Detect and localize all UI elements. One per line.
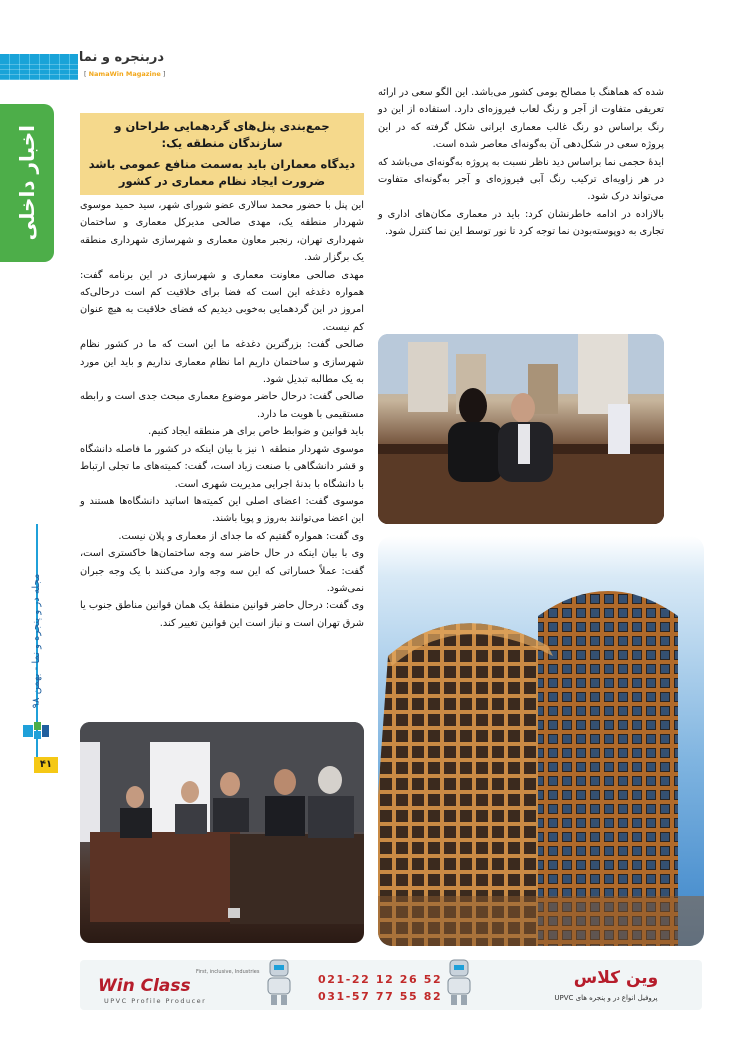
press-conference-photo <box>80 722 364 943</box>
logo-sub-bracket-open: [ <box>84 70 89 78</box>
headline-title: دیدگاه معماران باید به‌سمت منافع عمومی باشد ضرورت ایجاد نظام معماری در کشور <box>88 157 356 188</box>
logo-sub-bracket-close: ] <box>160 70 166 78</box>
article-paragraph: بالازاده در ادامه خاطرنشان کرد: باید در معماری مکان‌های اداری و تجاری به دوپوسته‌بودن نما توجه کرد تا نور توسط این نما کنترل شود. <box>378 208 664 238</box>
robot-mascot-icon <box>442 958 476 1006</box>
panel-speakers-illustration <box>378 334 664 524</box>
brand-tagline: First, inclusive, Industries <box>196 969 260 975</box>
page-number: ۴۱ <box>34 757 58 773</box>
magazine-logo-title: دربنجره و نما <box>78 50 164 65</box>
brick-facade-illustration <box>378 536 704 946</box>
brand-subtitle-persian: پروفیل انواع در و پنجره های UPVC <box>554 994 658 1002</box>
phone-number-isfahan: 031-57 77 55 82 <box>318 990 443 1003</box>
article-paragraph: این پنل با حضور محمد سالاری عضو شورای شهر، سید حمید موسوی شهردار منطقه یک، مهدی صالحی مدیرکل معماری و ساختمان شهرداری تهران، رنجبر معاون معماری و شهرسازی شهرداری منطقه یک برگزار شد. <box>80 200 364 264</box>
brand-name-persian: وین کلاس <box>573 968 659 988</box>
section-label-wrap <box>0 104 54 262</box>
magazine-issue-line: مجله در و پنجره و نما - بهمن ۹۸ <box>31 573 42 709</box>
brand-subtitle-english: UPVC Profile Producer <box>104 997 207 1005</box>
article-paragraph: موسوی گفت: اعضای اصلی این کمیته‌ها اساتید دانشگاه‌ها هستند و این اعضا می‌توانند به‌روز و پویا باشند. <box>80 495 364 525</box>
logo-sub-text: NamaWin Magazine <box>88 70 161 78</box>
phone-number-tehran: 021-22 12 26 52 <box>318 973 443 986</box>
window-icon <box>21 721 51 741</box>
article-paragraph: وی با بیان اینکه در حال حاضر سه وجه ساختمان‌ها خاکستری است، گفت: عملاً خساراتی که این سه وجه وارد می‌کنند با یک وجه جبران نمی‌شود. <box>80 548 364 594</box>
article-paragraph: موسوی شهردار منطقه ۱ نیز با بیان اینکه در کشور ما فاصله دانشگاه و قشر دانشگاهی با صنعت زیاد است، گفت: کمیته‌های ما تجلی ارتباط با دانشگاه با بدنهٔ اجرایی مدیریت شهری است. <box>80 443 365 490</box>
left-article-column <box>80 197 364 632</box>
press-conference-illustration <box>80 722 364 943</box>
article-paragraph: وی گفت: همواره گفتیم که ما جدای از معماری و پلان نیست. <box>118 530 364 542</box>
article-paragraph: صالحی گفت: بزرگترین دغدغه ما این است که ما در کشور نظام شهرسازی و ساختمان داریم اما نظام معماری نداریم و باید این مورد به یک مطالبه تبدیل شود. <box>80 339 364 386</box>
article-paragraph: شده که هماهنگ با مصالح بومی کشور می‌باشد. این الگو سعی در ارائه تعریفی متفاوت از آجر و رنگ لعاب فیروزه‌ای دارد. استفاده از این دو رنگ براساس دو رنگ غالب معماری ایرانی شکل گرفته که در این پروژه سعی در شکل‌دهی آن به‌گونه‌ای معاصر شده است. <box>378 87 664 151</box>
article-paragraph: وی گفت: درحال حاضر قوانین منطقهٔ یک همان قوانین مناطق جنوب یا شرق تهران است و نیاز است این قوانین تغییر کند. <box>80 600 364 629</box>
magazine-logo-subtitle <box>84 70 165 78</box>
article-paragraph: مهدی صالحی معاونت معماری و شهرسازی در این برنامه گفت: همواره دغدغه این است که فضا برای خلاقیت کم است درحالی‌که امروز در این گردهمایی به‌خوبی دیدیم که فضای خلاقیت به هیچ عنوان کم نیست. <box>80 269 364 333</box>
article-paragraph: باید قوانین و ضوابط خاص برای هر منطقه ایجاد کنیم. <box>148 426 364 438</box>
right-article-column <box>378 84 664 241</box>
article-paragraph: ایدهٔ حجمی نما براساس دید ناظر نسبت به پروژه به‌گونه‌ای می‌باشد که در هر زاویه‌ای ترکیب رنگ آبی فیروزه‌ای و آجر به‌گونه‌ای متفاوت می‌تواند درک شود. <box>378 156 664 203</box>
brand-name-english: Win Class <box>98 976 191 996</box>
brick-facade-building-photo <box>378 536 704 946</box>
article-paragraph: صالحی گفت: درحال حاضر موضوع معماری مبحث جدی است و رابطه مستقیمی با هویت ما دارد. <box>80 391 364 420</box>
section-label: اخبار داخلی <box>15 125 39 241</box>
headline-kicker: جمع‌بندی پنل‌های گردهمایی طراحان و سازندگان منطقه یک: <box>114 119 330 150</box>
panel-speakers-photo <box>378 334 664 524</box>
robot-mascot-icon <box>262 958 296 1006</box>
header-stripe-overlay <box>0 64 78 80</box>
